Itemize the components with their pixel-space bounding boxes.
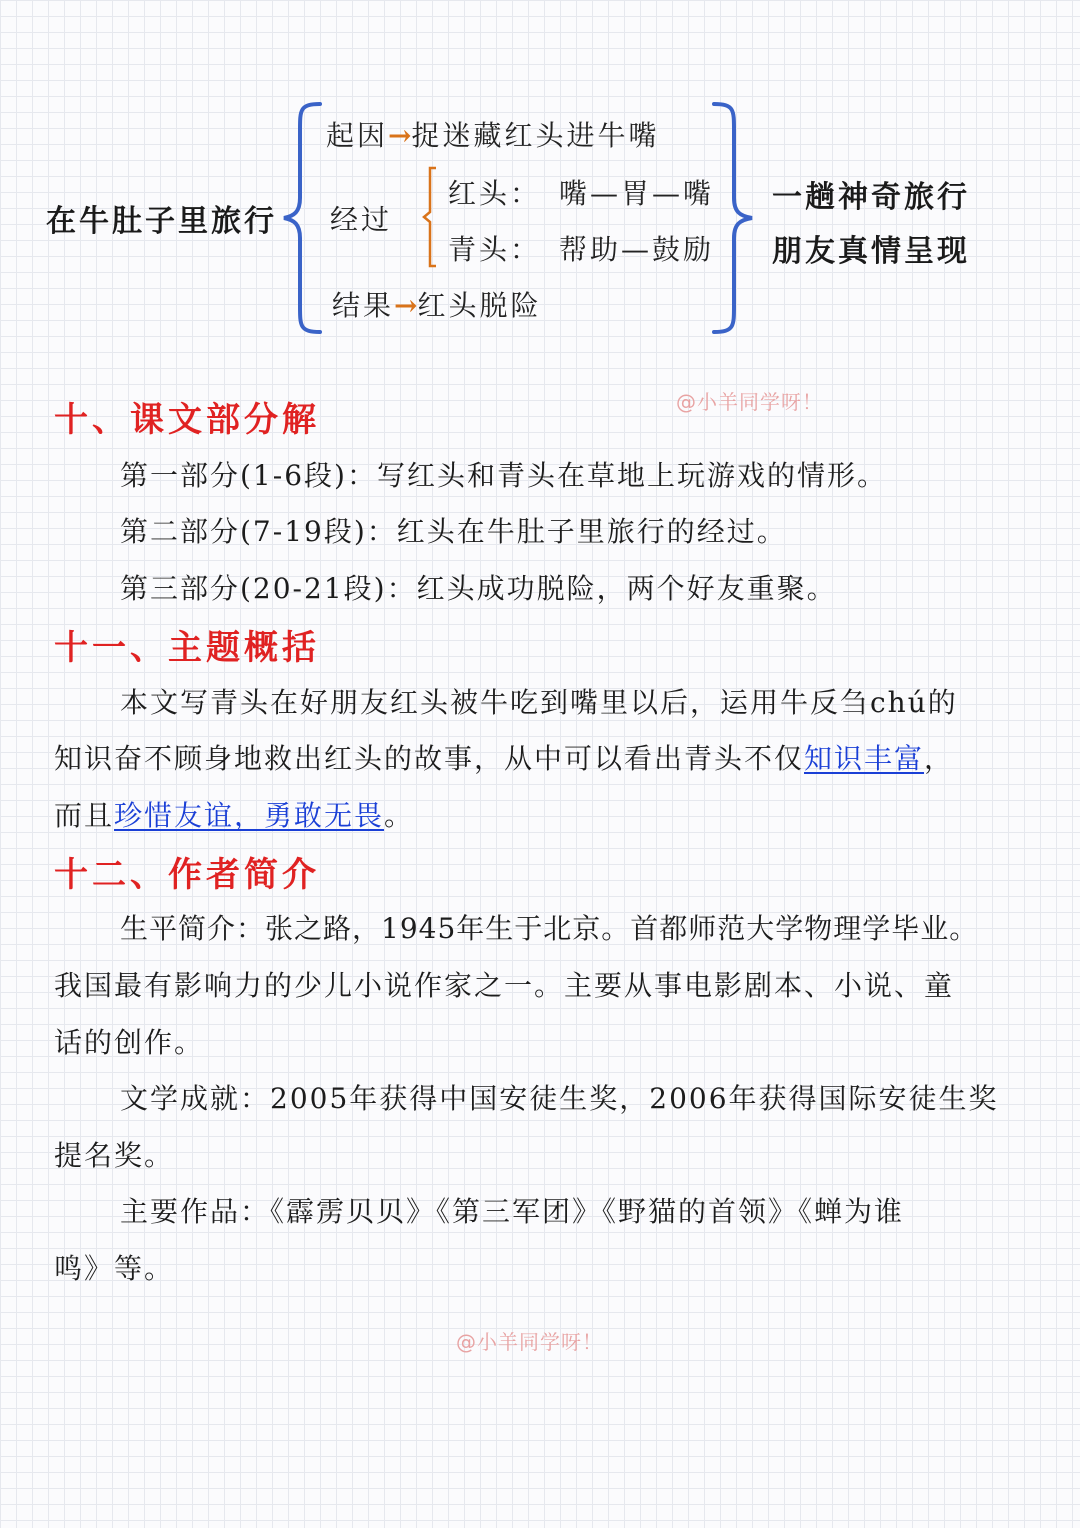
section11-line-3-text: 而且 — [54, 799, 115, 832]
section10-line-1: 第一部分(1-6段)：写红头和青头在草地上玩游戏的情形。 — [120, 459, 887, 492]
works-line-2: 鸣》等。 — [54, 1252, 175, 1285]
section11-line-1: 本文写青头在好朋友红头被牛吃到嘴里以后，运用牛反刍chú的 — [120, 686, 958, 719]
result-row — [332, 284, 542, 324]
section11-line-3-end: 。 — [384, 799, 415, 832]
arrow-icon: → — [394, 289, 418, 322]
highlight-knowledge: 知识丰富 — [804, 742, 925, 775]
section12-heading: 十二、作者简介 — [54, 855, 320, 895]
section10-line-3: 第三部分(20-21段)：红头成功脱险，两个好友重聚。 — [120, 572, 837, 605]
section11-heading: 十一、主题概括 — [54, 628, 320, 668]
red-row — [448, 172, 714, 212]
inner-bracket — [420, 166, 442, 268]
cause-label: 起因 — [326, 119, 389, 152]
right-line-1: 一趟神奇旅行 — [772, 180, 970, 215]
green-label: 青头： — [448, 233, 542, 266]
achievement-line-2: 提名奖。 — [54, 1139, 175, 1172]
section11-line-2-end: ， — [924, 742, 955, 775]
diagram-title: 在牛肚子里旅行 — [46, 204, 277, 239]
achievement-line-1: 文学成就：2005年获得中国安徒生奖，2006年获得国际安徒生奖 — [120, 1082, 999, 1115]
bio-line-1: 生平简介：张之路，1945年生于北京。首都师范大学物理学毕业。 — [120, 912, 979, 945]
left-brace — [280, 100, 328, 336]
result-label: 结果 — [332, 289, 395, 322]
watermark-bottom: @小羊同学呀！ — [456, 1330, 603, 1354]
red-text: 嘴—胃—嘴 — [559, 177, 715, 210]
bio-line-2: 我国最有影响力的少儿小说作家之一。主要从事电影剧本、小说、童 — [54, 969, 955, 1002]
section11-line-3 — [54, 794, 414, 834]
right-brace — [706, 100, 758, 336]
cause-text: 捉迷藏红头进牛嘴 — [411, 119, 660, 152]
section11-line-2 — [54, 737, 954, 777]
section11-line-2-text: 知识奋不顾身地救出红头的故事，从中可以看出青头不仅 — [54, 742, 805, 775]
arrow-icon: → — [388, 119, 412, 152]
right-line-2: 朋友真情呈现 — [772, 234, 970, 269]
watermark-top: @小羊同学呀！ — [676, 390, 823, 414]
cause-row — [326, 114, 660, 154]
result-text: 红头脱险 — [417, 289, 542, 322]
works-line-1: 主要作品：《霹雳贝贝》《第三军团》《野猫的首领》《蝉为谁 — [120, 1195, 905, 1228]
bio-line-3: 话的创作。 — [54, 1026, 205, 1059]
section10-heading: 十、课文部分解 — [54, 400, 320, 440]
process-label: 经过 — [330, 203, 393, 236]
section10-line-2: 第二部分(7-19段)：红头在牛肚子里旅行的经过。 — [120, 515, 787, 548]
red-label: 红头： — [448, 177, 542, 210]
green-text: 帮助—鼓励 — [559, 233, 715, 266]
green-row — [448, 228, 714, 268]
highlight-friendship: 珍惜友谊，勇敢无畏 — [114, 799, 385, 832]
